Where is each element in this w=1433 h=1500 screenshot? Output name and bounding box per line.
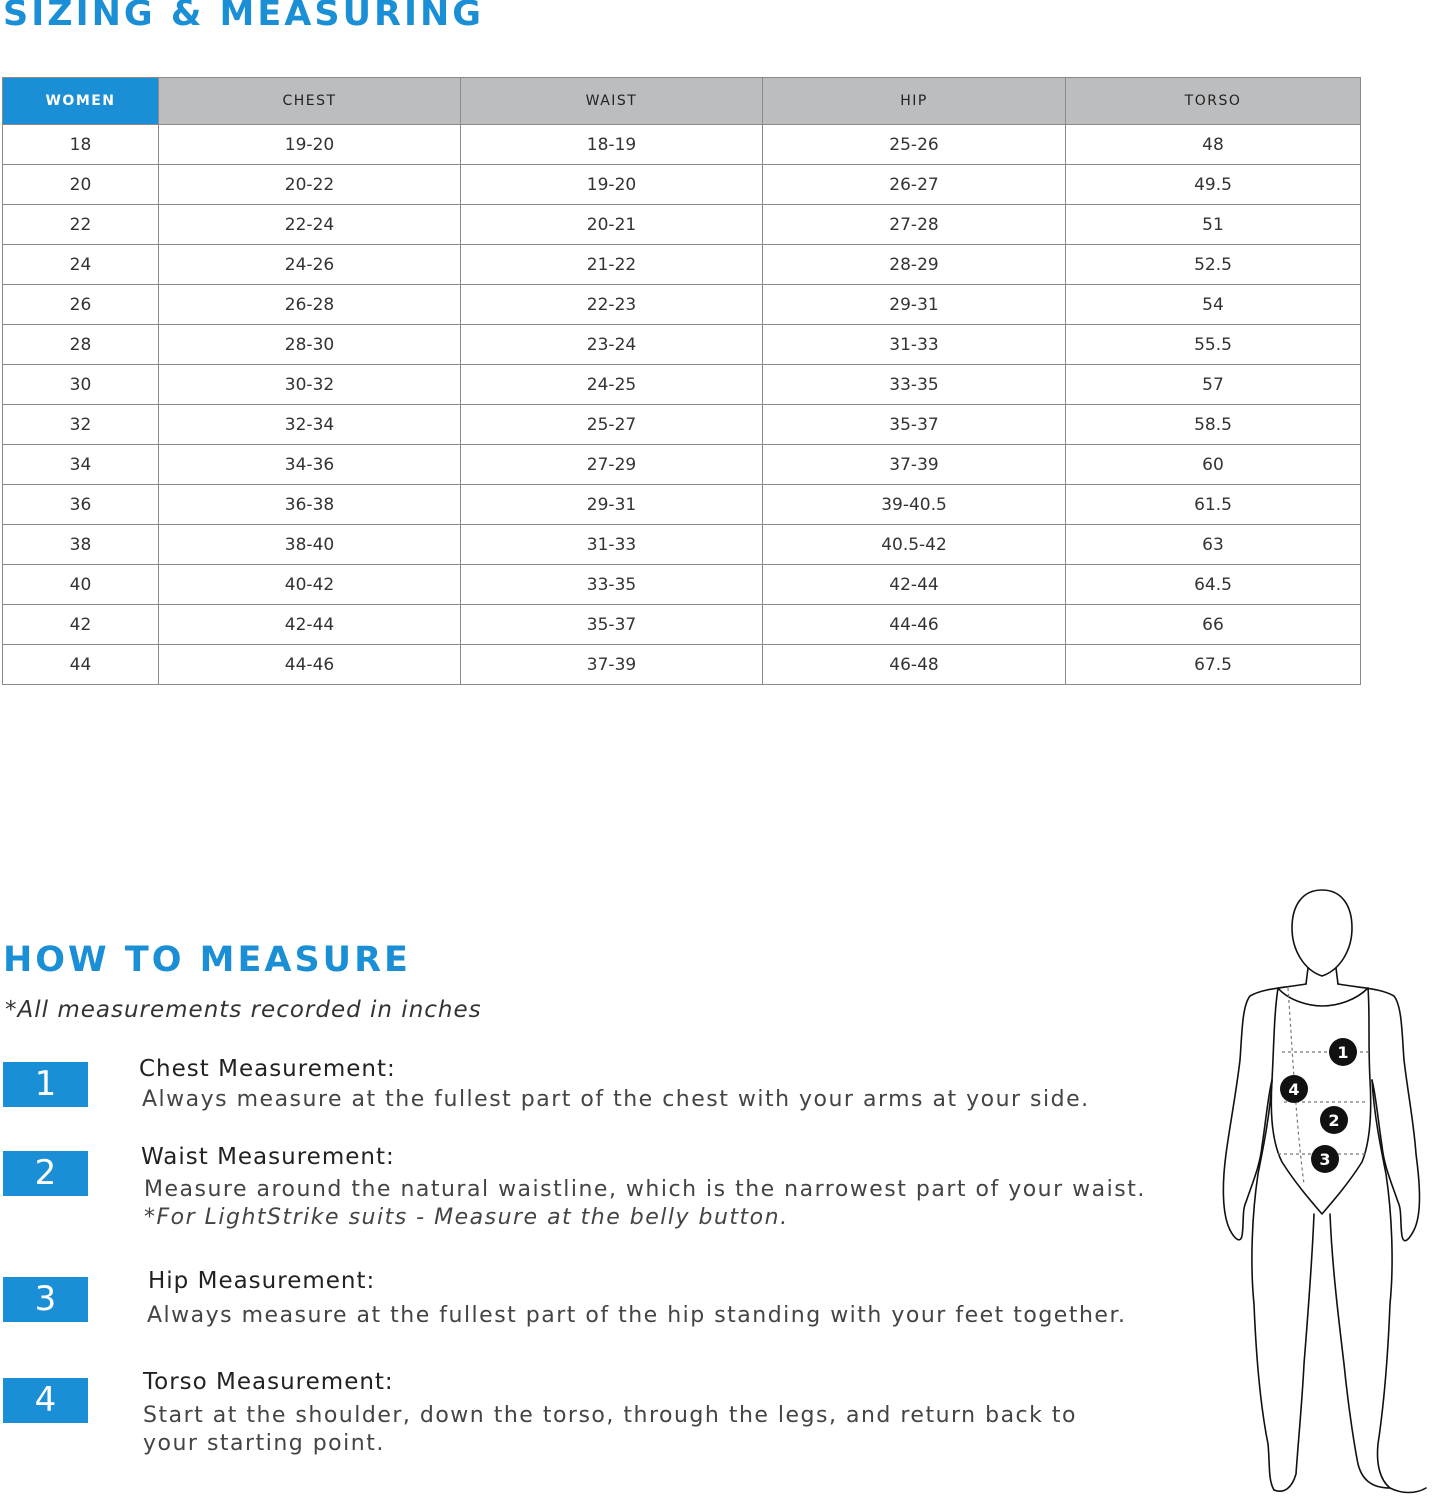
table-row (3, 245, 1361, 285)
cell-waist: 37-39 (461, 645, 763, 685)
step-1-desc: Always measure at the fullest part of the chest with your arms at your side. (142, 1087, 1090, 1112)
cell-chest: 42-44 (159, 605, 461, 645)
cell-women: 30 (3, 365, 159, 405)
cell-waist: 24-25 (461, 365, 763, 405)
table-row (3, 165, 1361, 205)
table-row (3, 645, 1361, 685)
table-row (3, 445, 1361, 485)
cell-women: 38 (3, 525, 159, 565)
how-to-measure-title: HOW TO MEASURE (3, 940, 411, 980)
step-2-lightstrike-note: *For LightStrike suits - Measure at the belly button. (144, 1205, 789, 1230)
cell-waist: 29-31 (461, 485, 763, 525)
cell-women: 20 (3, 165, 159, 205)
cell-waist: 23-24 (461, 325, 763, 365)
cell-chest: 19-20 (159, 125, 461, 165)
cell-hip: 37-39 (763, 445, 1066, 485)
step-2-desc-main: Measure around the natural waistline, which is the narrowest part of your waist. (144, 1177, 1146, 1202)
step-2-title: Waist Measurement: (141, 1144, 395, 1170)
svg-text:3: 3 (1319, 1150, 1331, 1169)
table-row (3, 525, 1361, 565)
figure-left-arm (1223, 984, 1306, 1240)
table-row (3, 325, 1361, 365)
marker-3 (1311, 1145, 1339, 1173)
cell-chest: 34-36 (159, 445, 461, 485)
step-3-title: Hip Measurement: (148, 1268, 376, 1294)
cell-women: 44 (3, 645, 159, 685)
cell-hip: 42-44 (763, 565, 1066, 605)
cell-women: 26 (3, 285, 159, 325)
header-waist: WAIST (461, 78, 763, 125)
cell-chest: 44-46 (159, 645, 461, 685)
cell-women: 34 (3, 445, 159, 485)
step-2-desc (144, 1176, 1146, 1232)
cell-women: 28 (3, 325, 159, 365)
cell-hip: 27-28 (763, 205, 1066, 245)
cell-torso: 64.5 (1066, 565, 1361, 605)
svg-text:1: 1 (1337, 1043, 1349, 1062)
table-row (3, 205, 1361, 245)
header-hip: HIP (763, 78, 1066, 125)
table-row (3, 485, 1361, 525)
cell-torso: 55.5 (1066, 325, 1361, 365)
cell-waist: 22-23 (461, 285, 763, 325)
cell-chest: 36-38 (159, 485, 461, 525)
cell-waist: 35-37 (461, 605, 763, 645)
cell-waist: 31-33 (461, 525, 763, 565)
cell-chest: 40-42 (159, 565, 461, 605)
step-1-title: Chest Measurement: (139, 1056, 396, 1082)
table-row (3, 365, 1361, 405)
marker-2 (1320, 1106, 1348, 1134)
svg-text:2: 2 (1328, 1111, 1340, 1130)
cell-waist: 19-20 (461, 165, 763, 205)
cell-torso: 51 (1066, 205, 1361, 245)
cell-torso: 66 (1066, 605, 1361, 645)
table-header-row (3, 78, 1361, 125)
cell-chest: 26-28 (159, 285, 461, 325)
table-row (3, 605, 1361, 645)
cell-waist: 18-19 (461, 125, 763, 165)
cell-women: 18 (3, 125, 159, 165)
cell-women: 40 (3, 565, 159, 605)
cell-chest: 30-32 (159, 365, 461, 405)
cell-hip: 33-35 (763, 365, 1066, 405)
cell-chest: 20-22 (159, 165, 461, 205)
cell-chest: 24-26 (159, 245, 461, 285)
cell-chest: 22-24 (159, 205, 461, 245)
cell-torso: 58.5 (1066, 405, 1361, 445)
cell-hip: 46-48 (763, 645, 1066, 685)
cell-torso: 48 (1066, 125, 1361, 165)
table-row (3, 125, 1361, 165)
step-4-badge: 4 (3, 1378, 88, 1423)
cell-hip: 39-40.5 (763, 485, 1066, 525)
header-torso: TORSO (1066, 78, 1361, 125)
figure-swimsuit (1271, 988, 1370, 1214)
cell-torso: 60 (1066, 445, 1361, 485)
marker-1 (1329, 1038, 1357, 1066)
figure-right-arm (1338, 984, 1420, 1241)
cell-chest: 38-40 (159, 525, 461, 565)
size-chart-table (2, 77, 1361, 685)
step-4-desc: Start at the shoulder, down the torso, through the legs, and return back to your starting point. (143, 1403, 1077, 1456)
cell-chest: 32-34 (159, 405, 461, 445)
inches-note: *All measurements recorded in inches (5, 997, 482, 1023)
cell-women: 24 (3, 245, 159, 285)
table-row (3, 405, 1361, 445)
step-3-desc: Always measure at the fullest part of the hip standing with your feet together. (147, 1303, 1127, 1328)
cell-torso: 49.5 (1066, 165, 1361, 205)
table-row (3, 565, 1361, 605)
cell-hip: 28-29 (763, 245, 1066, 285)
cell-women: 42 (3, 605, 159, 645)
cell-hip: 26-27 (763, 165, 1066, 205)
cell-hip: 31-33 (763, 325, 1066, 365)
cell-torso: 52.5 (1066, 245, 1361, 285)
cell-torso: 63 (1066, 525, 1361, 565)
cell-waist: 21-22 (461, 245, 763, 285)
step-3-badge: 3 (3, 1277, 88, 1322)
header-women: WOMEN (3, 78, 159, 125)
figure-legs (1274, 1214, 1390, 1491)
step-4-title: Torso Measurement: (143, 1369, 394, 1395)
header-chest: CHEST (159, 78, 461, 125)
cell-waist: 25-27 (461, 405, 763, 445)
cell-torso: 57 (1066, 365, 1361, 405)
cell-torso: 67.5 (1066, 645, 1361, 685)
cell-hip: 25-26 (763, 125, 1066, 165)
page-title: SIZING & MEASURING (3, 0, 484, 34)
table-row (3, 285, 1361, 325)
cell-hip: 35-37 (763, 405, 1066, 445)
cell-waist: 20-21 (461, 205, 763, 245)
figure-head (1292, 890, 1352, 976)
body-measurement-figure (1212, 884, 1433, 1500)
svg-text:4: 4 (1288, 1080, 1300, 1099)
cell-chest: 28-30 (159, 325, 461, 365)
step-2-badge: 2 (3, 1151, 88, 1196)
cell-hip: 40.5-42 (763, 525, 1066, 565)
step-1-badge: 1 (3, 1062, 88, 1107)
cell-torso: 54 (1066, 285, 1361, 325)
cell-hip: 29-31 (763, 285, 1066, 325)
figure-torso (1252, 1080, 1426, 1493)
cell-women: 22 (3, 205, 159, 245)
cell-torso: 61.5 (1066, 485, 1361, 525)
cell-waist: 33-35 (461, 565, 763, 605)
cell-women: 32 (3, 405, 159, 445)
cell-women: 36 (3, 485, 159, 525)
cell-hip: 44-46 (763, 605, 1066, 645)
marker-4 (1280, 1075, 1308, 1103)
cell-waist: 27-29 (461, 445, 763, 485)
